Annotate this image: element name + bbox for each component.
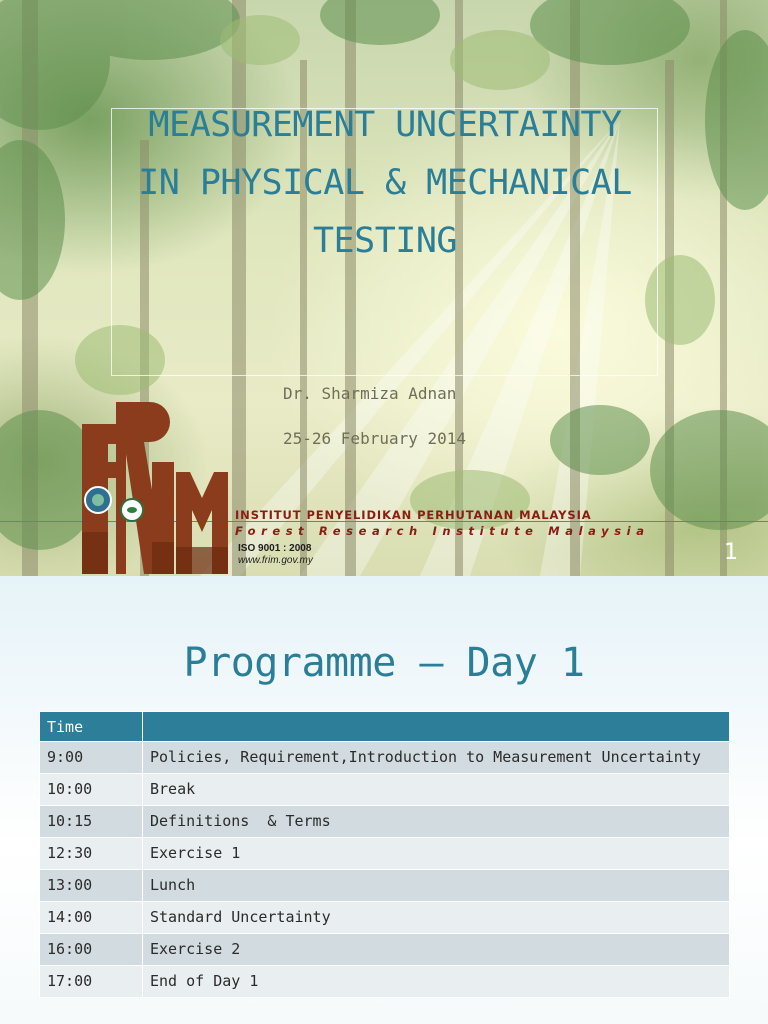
header-time: Time: [40, 712, 143, 742]
frim-logo: [76, 402, 236, 576]
presentation-date: 25-26 February 2014: [283, 429, 467, 448]
row-activity: Break: [143, 774, 730, 806]
programme-title: Programme – Day 1: [183, 640, 585, 686]
institute-name-english: Forest Research Institute Malaysia: [235, 524, 650, 538]
row-time: 17:00: [40, 966, 143, 998]
row-time: 12:30: [40, 838, 143, 870]
header-activity: [143, 712, 730, 742]
programme-slide: [0, 576, 768, 1024]
row-activity: Exercise 1: [143, 838, 730, 870]
title-line-1: MEASUREMENT UNCERTAINTY: [148, 105, 622, 145]
table-header-row: [40, 712, 730, 742]
row-activity: Definitions & Terms: [143, 806, 730, 838]
row-time: 10:00: [40, 774, 143, 806]
table-row: [40, 966, 730, 998]
row-activity: End of Day 1: [143, 966, 730, 998]
table-row: [40, 902, 730, 934]
programme-table: [39, 711, 730, 998]
title-line-3: TESTING: [312, 221, 457, 261]
row-activity: Lunch: [143, 870, 730, 902]
row-activity: Standard Uncertainty: [143, 902, 730, 934]
row-activity: Exercise 2: [143, 934, 730, 966]
row-time: 14:00: [40, 902, 143, 934]
slide-title: [40, 96, 730, 270]
table-row: [40, 806, 730, 838]
table-row: [40, 774, 730, 806]
row-activity: Policies, Requirement,Introduction to Measurement Uncertainty: [143, 742, 730, 774]
iso-certification: ISO 9001 : 2008: [238, 543, 312, 554]
table-row: [40, 934, 730, 966]
table-row: [40, 742, 730, 774]
table-row: [40, 870, 730, 902]
row-time: 16:00: [40, 934, 143, 966]
slide-number: 1: [724, 540, 738, 565]
row-time: 10:15: [40, 806, 143, 838]
website-url: www.frim.gov.my: [238, 555, 313, 566]
institute-name-malay: INSTITUT PENYELIDIKAN PERHUTANAN MALAYSIA: [235, 508, 592, 522]
row-time: 9:00: [40, 742, 143, 774]
row-time: 13:00: [40, 870, 143, 902]
presenter-name: Dr. Sharmiza Adnan: [283, 384, 457, 403]
table-row: [40, 838, 730, 870]
title-line-2: IN PHYSICAL & MECHANICAL: [138, 163, 632, 203]
